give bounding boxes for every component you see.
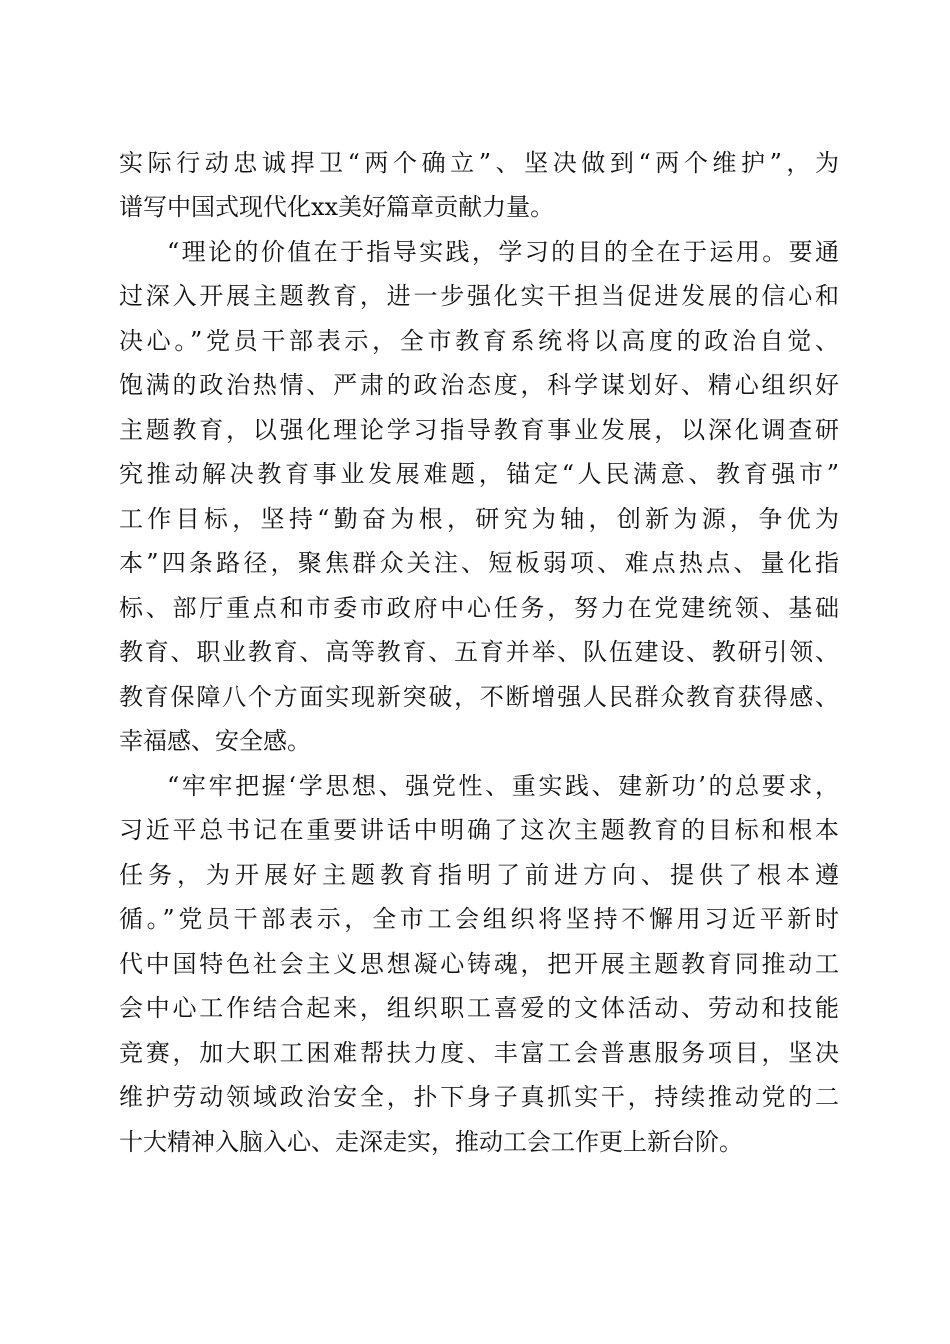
text-line: 习近平总书记在重要讲话中明确了这次主题教育的目标和根本 — [119, 816, 839, 844]
text-line: 任务，为开展好主题教育指明了前进方向、提供了根本遵 — [119, 861, 839, 889]
text-line: 竞赛，加大职工困难帮扶力度、丰富工会普惠服务项目，坚决 — [119, 1039, 839, 1067]
text-line: 代中国特色社会主义思想凝心铸魂，把开展主题教育同推动工 — [119, 950, 839, 978]
text-line: 循。”党员干部表示，全市工会组织将坚持不懈用习近平新时 — [119, 905, 839, 933]
text-line: 标、部厅重点和市委市政府中心任务，努力在党建统领、基础 — [119, 594, 839, 622]
text-line: 本”四条路径，聚焦群众关注、短板弱项、难点热点、量化指 — [119, 549, 839, 577]
text-line: 过深入开展主题教育，进一步强化实干担当促进发展的信心和 — [119, 282, 839, 310]
text-line: 决心。”党员干部表示，全市教育系统将以高度的政治自觉、 — [119, 327, 839, 355]
text-line: 究推动解决教育事业发展难题，锚定“人民满意、教育强市” — [119, 460, 839, 488]
text-line: 实际行动忠诚捍卫“两个确立”、坚决做到“两个维护”，为 — [119, 149, 839, 177]
text-line: 教育保障八个方面实现新突破，不断增强人民群众教育获得感、 — [119, 683, 839, 711]
paragraph-first-line: “牢牢把握‘学思想、强党性、重实践、建新功’的总要求， — [167, 772, 839, 800]
text-line: 会中心工作结合起来，组织职工喜爱的文体活动、劳动和技能 — [119, 994, 839, 1022]
text-line: 饱满的政治热情、严肃的政治态度，科学谋划好、精心组织好 — [119, 371, 839, 399]
text-line: 维护劳动领域政治安全，扑下身子真抓实干，持续推动党的二 — [119, 1083, 839, 1111]
text-line: 教育、职业教育、高等教育、五育并举、队伍建设、教研引领、 — [119, 638, 839, 666]
text-line: 主题教育，以强化理论学习指导教育事业发展，以深化调查研 — [119, 416, 839, 444]
text-line: 工作目标，坚持“勤奋为根，研究为轴，创新为源，争优为 — [119, 505, 839, 533]
paragraph-first-line: “理论的价值在于指导实践，学习的目的全在于运用。要通 — [167, 238, 839, 266]
text-line: 十大精神入脑入心、走深走实，推动工会工作更上新台阶。 — [119, 1128, 743, 1156]
text-line: 幸福感、安全感。 — [119, 727, 311, 755]
text-line: 谱写中国式现代化xx美好篇章贡献力量。 — [119, 193, 555, 221]
